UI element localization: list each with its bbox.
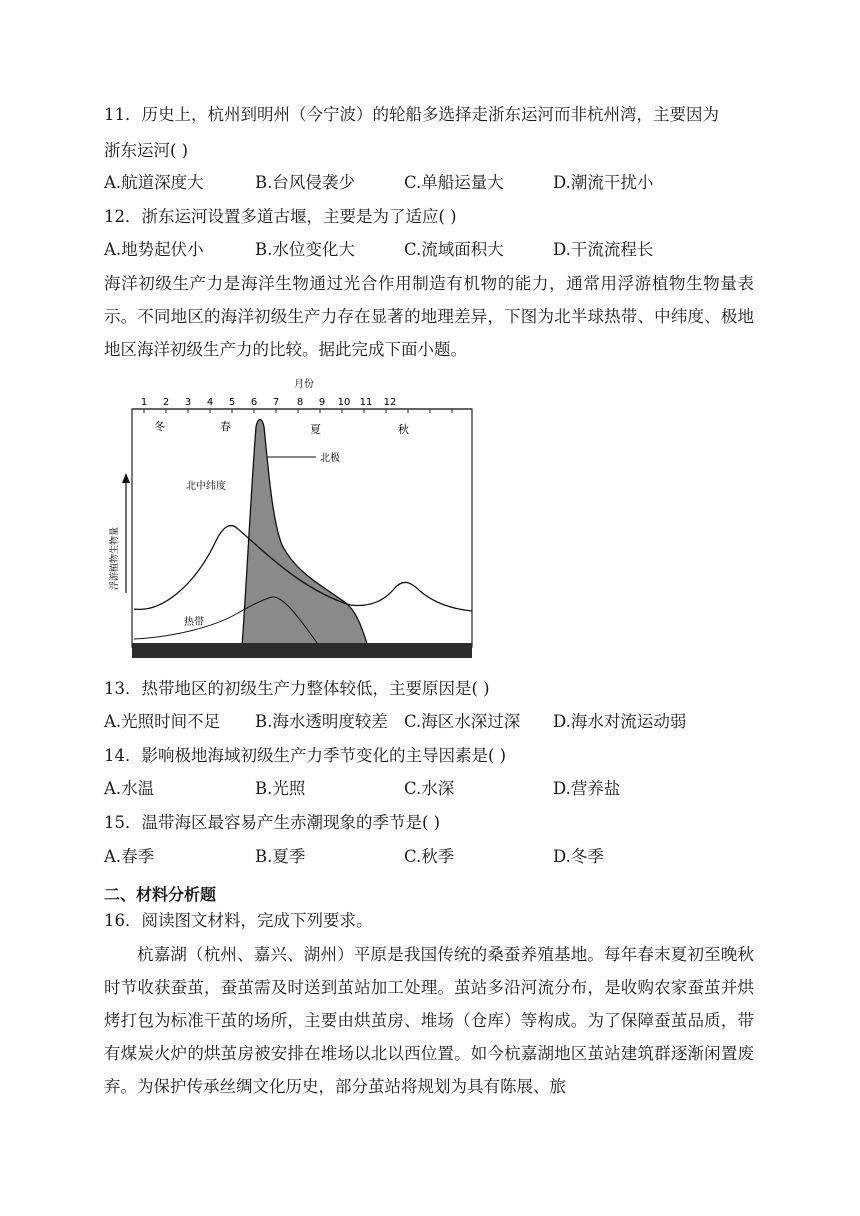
- month-tick-label: 11: [359, 397, 373, 408]
- option-a[interactable]: A.光照时间不足: [104, 712, 221, 731]
- option-b[interactable]: B.海水透明度较差: [255, 712, 388, 731]
- section-title: 二、材料分析题: [104, 885, 217, 904]
- season-autumn: 秋: [398, 423, 409, 436]
- option-c[interactable]: C.流域面积大: [404, 240, 504, 259]
- material-intro: 海洋初级生产力是海洋生物通过光合作用制造有机物的能力，通常用浮游植物生物量表示。不同地区的海洋初级生产力存在显著的地理差异，下图为北半球热带、中纬度、极地地区海洋初级生产力的比较。据此完成下面小题。: [104, 274, 754, 359]
- month-ticks: [141, 397, 452, 413]
- mid-latitude-label: 北中纬度: [186, 481, 226, 492]
- option-a[interactable]: A.春季: [104, 847, 155, 866]
- material-q16: 杭嘉湖（杭州、嘉兴、湖州）平原是我国传统的桑蚕养殖基地。每年春末夏初至晚秋时节收获蚕茧，蚕茧需及时送到茧站加工处理。茧站多沿河流分布，是收购农家蚕茧并烘烤打包为标准干茧的场所，主要由烘茧房、堆场（仓库）等构成。为了保障蚕茧品质，带有煤炭火炉的烘茧房被安排在堆场以北以西位置。如今杭嘉湖地区茧站建筑群逐渐闲置废弃。为保护传承丝绸文化历史，部分茧站将规划为具有陈展、旅: [104, 945, 754, 1096]
- question-13-stem: 13．热带地区的初级生产力整体较低，主要原因是( ): [104, 679, 490, 698]
- option-d[interactable]: D.干流流程长: [553, 240, 654, 259]
- season-winter: 冬: [154, 420, 165, 433]
- tropic-label: 热带: [184, 617, 204, 628]
- option-b[interactable]: B.水位变化大: [255, 240, 355, 259]
- option-c[interactable]: C.海区水深过深: [404, 712, 521, 731]
- option-c[interactable]: C.水深: [404, 779, 455, 798]
- month-tick-label: 6: [250, 397, 258, 408]
- polar-curve: [242, 420, 368, 648]
- option-b[interactable]: B.台风侵袭少: [255, 173, 355, 192]
- option-d[interactable]: D.潮流干扰小: [553, 173, 654, 192]
- y-axis-label: 浮游植物生物量: [110, 526, 120, 590]
- option-a[interactable]: A.水温: [104, 779, 155, 798]
- month-tick-label: 7: [272, 397, 280, 408]
- option-a[interactable]: A.航道深度大: [104, 173, 204, 192]
- month-tick-label: 5: [228, 397, 236, 408]
- option-d[interactable]: D.冬季: [553, 847, 604, 866]
- option-d[interactable]: D.海水对流运动弱: [553, 712, 687, 731]
- month-tick-label: 10: [337, 397, 351, 408]
- month-axis-title: 月份: [294, 379, 314, 390]
- month-tick-label: 12: [383, 397, 397, 408]
- option-b[interactable]: B.夏季: [255, 847, 306, 866]
- month-tick-label: 2: [162, 397, 170, 408]
- question-15-stem: 15．温带海区最容易产生赤潮现象的季节是( ): [104, 813, 441, 832]
- season-spring: 春: [220, 420, 231, 433]
- question-11-line2: 浙东运河( ): [104, 141, 189, 160]
- option-c[interactable]: C.秋季: [404, 847, 455, 866]
- question-16-stem: 16．阅读图文材料，完成下列要求。: [104, 911, 373, 930]
- month-tick-label: 4: [206, 397, 214, 408]
- productivity-figure: [104, 375, 484, 665]
- question-11-line1: 11．历史上，杭州到明州（今宁波）的轮船多选择走浙东运河而非杭州湾，主要因为: [104, 105, 719, 124]
- option-d[interactable]: D.营养盐: [553, 779, 621, 798]
- season-summer: 夏: [310, 423, 321, 436]
- baseline-bar: [132, 643, 472, 658]
- option-a[interactable]: A.地势起伏小: [104, 240, 204, 259]
- option-b[interactable]: B.光照: [255, 779, 306, 798]
- month-tick-label: 9: [318, 397, 326, 408]
- month-tick-label: 8: [296, 397, 304, 408]
- month-tick-label: 1: [140, 397, 148, 408]
- option-c[interactable]: C.单船运量大: [404, 173, 504, 192]
- question-12-stem: 12．浙东运河设置多道古堰，主要是为了适应( ): [104, 207, 457, 226]
- month-tick-label: 3: [184, 397, 192, 408]
- polar-label: 北极: [320, 453, 340, 464]
- question-14-stem: 14．影响极地海域初级生产力季节变化的主导因素是( ): [104, 746, 507, 765]
